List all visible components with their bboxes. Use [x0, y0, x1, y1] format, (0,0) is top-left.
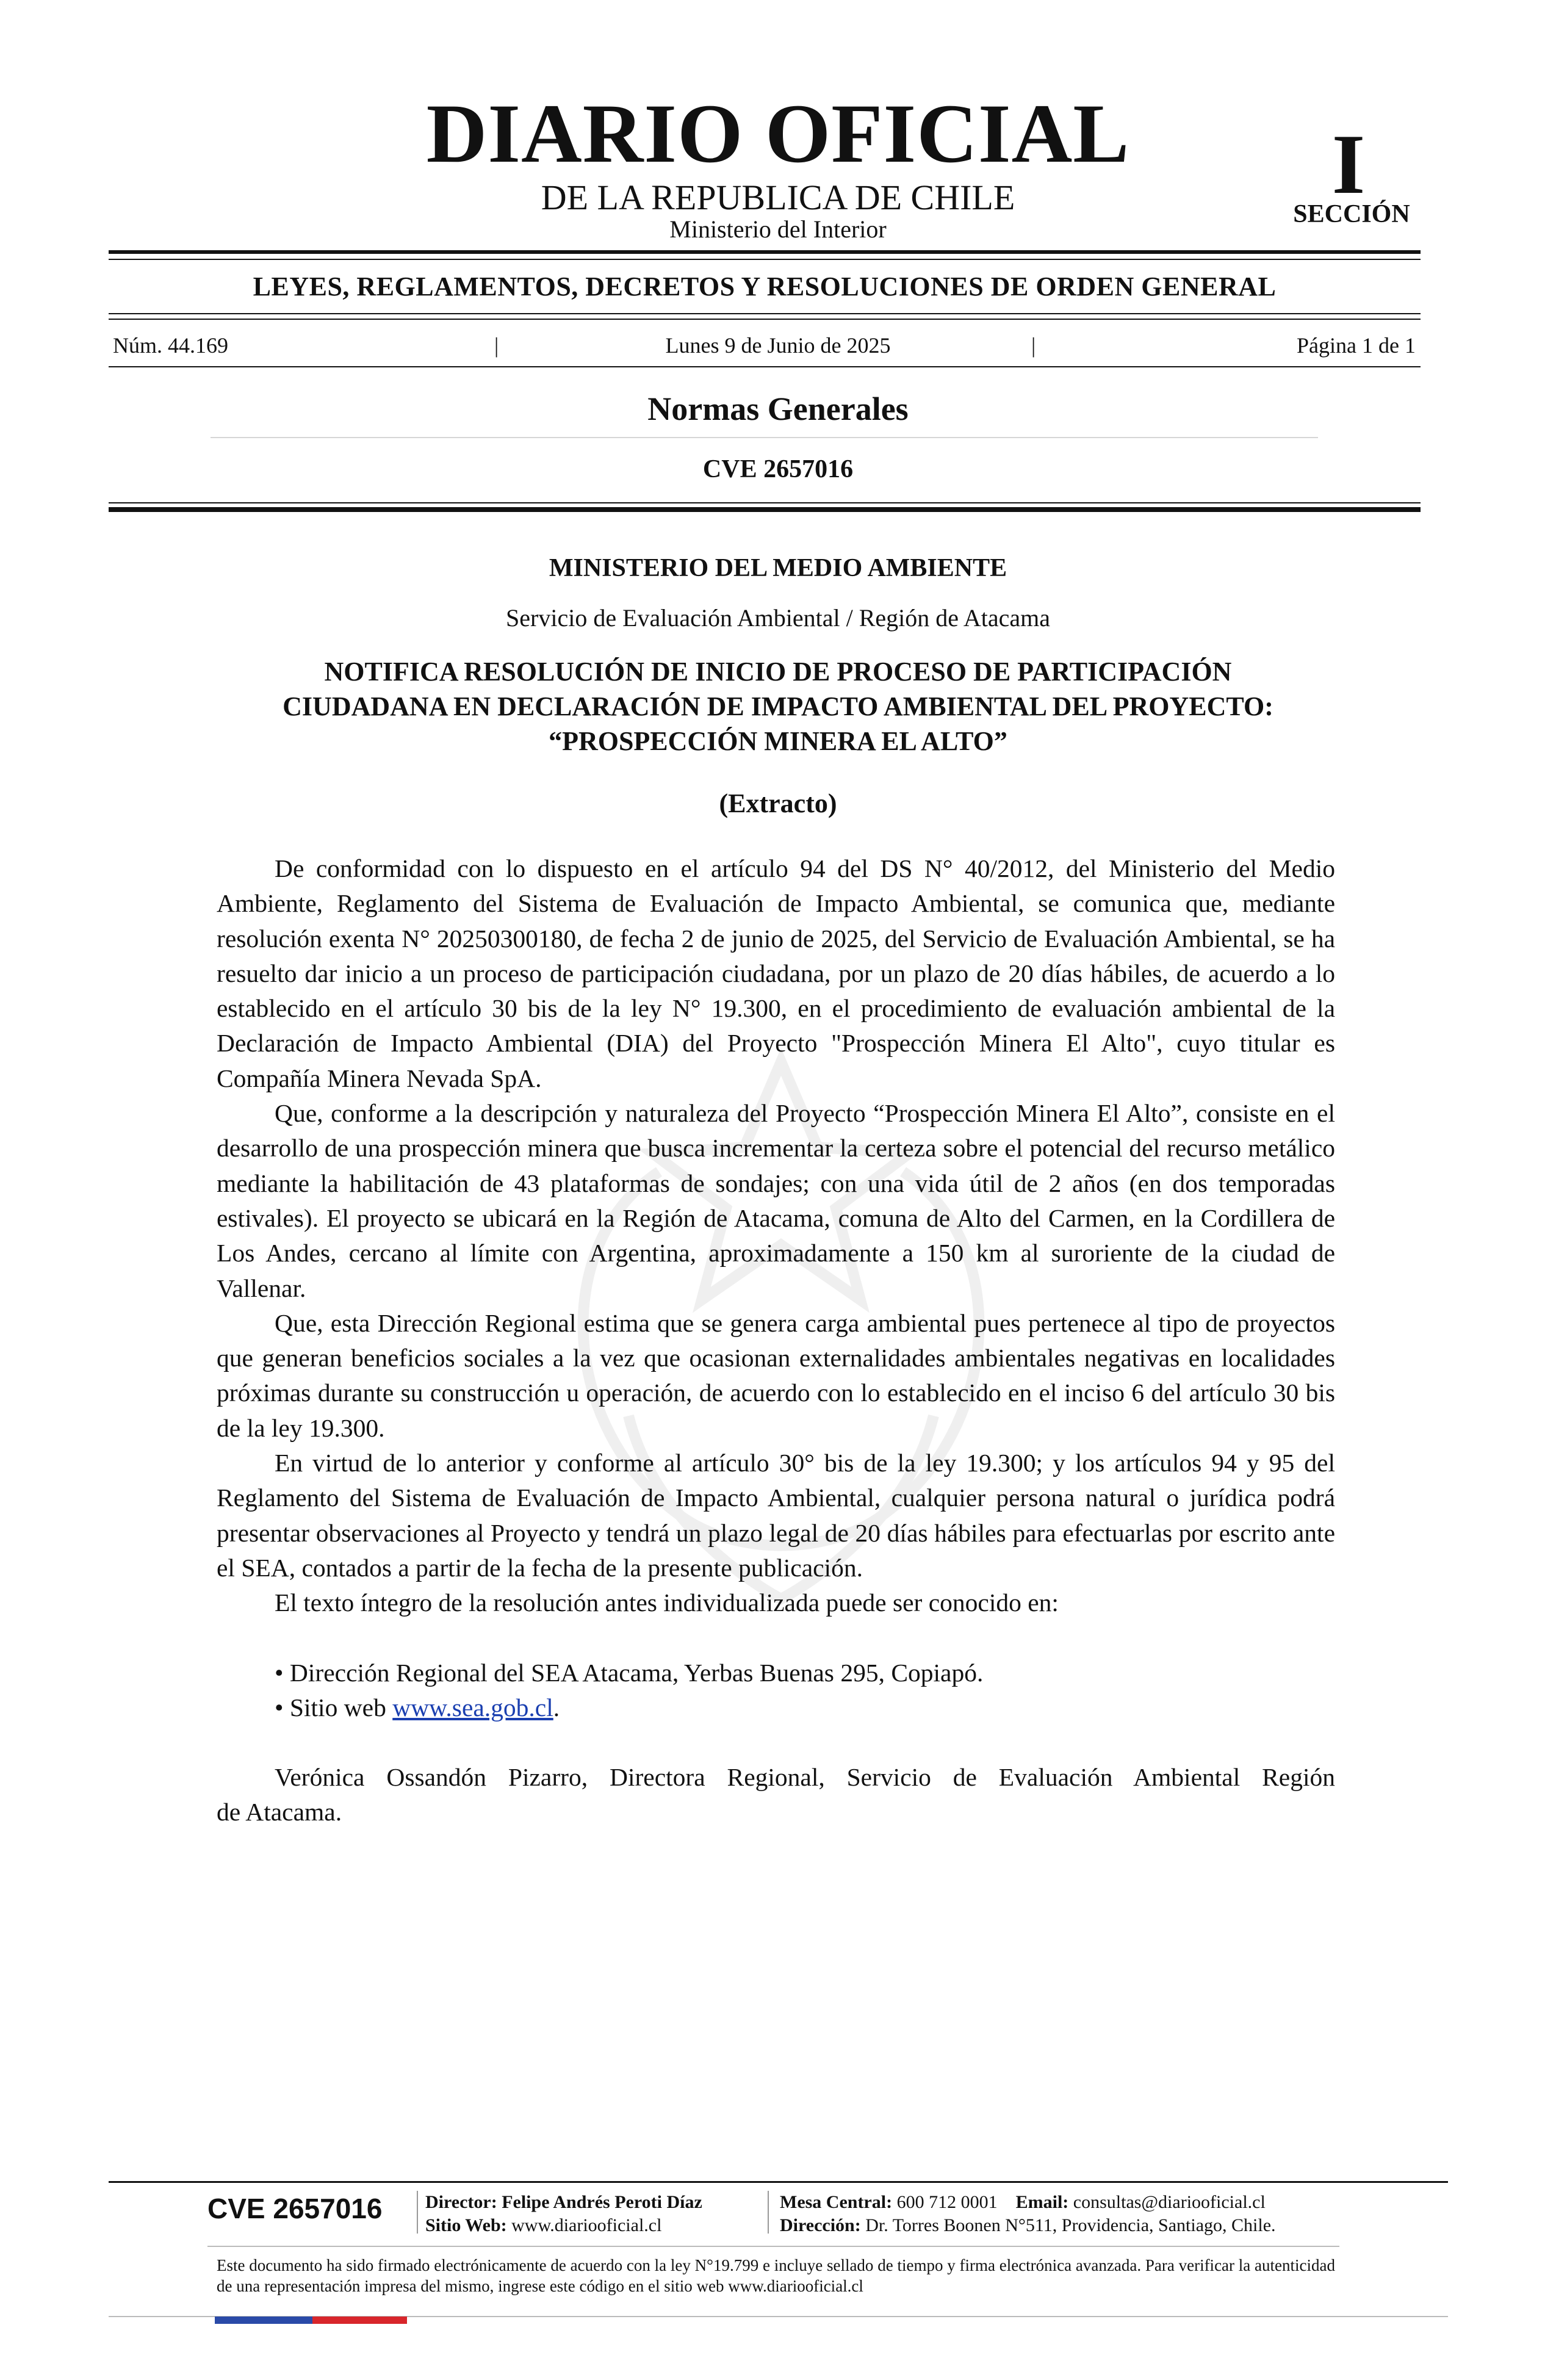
footer-legal-note: Este documento ha sido firmado electrónicamente de acuerdo con la ley N°19.799 e incluye sellado de tiempo y firma electrónica avanzada. Para verificar la autenticidad de una representación impresa del mismo, ingrese este código en el sitio web www.diariooficial.cl [217, 2256, 1335, 2295]
footer-phone-email [780, 2191, 1414, 2214]
header-bottom-rule-thin [109, 502, 1421, 503]
footer-email-label: Email: [1015, 2192, 1069, 2212]
footer-director-label: Director: [425, 2192, 497, 2212]
bullet-item-1: • Dirección Regional del SEA Atacama, Yerbas Buenas 295, Copiapó. [275, 1658, 984, 1687]
footer-top-rule [109, 2181, 1448, 2183]
category-rule-1 [109, 313, 1421, 314]
signature-line-1: Verónica Ossandón Pizarro, Directora Regional, Servicio de Evaluación Ambiental Región [275, 1763, 1335, 1792]
paragraph-3: Que, esta Dirección Regional estima que se genera carga ambiental pues pertenece al tipo de proyectos que generan beneficios sociales a la vez que ocasionan externalidades ambientales negativas en localidades próximas durante su construcción u operación, de acuerdo con lo establecido en el inciso 6 del artículo 30 bis de la ley 19.300. [217, 1308, 1335, 1442]
category-heading: LEYES, REGLAMENTOS, DECRETOS Y RESOLUCIONES DE ORDEN GENERAL [253, 272, 1277, 301]
bullet-item-2-suffix: . [553, 1693, 560, 1722]
meta-rule [109, 366, 1421, 367]
footer-note-rule [207, 2246, 1339, 2247]
paragraph-5: El texto íntegro de la resolución antes individualizada puede ser conocido en: [275, 1588, 1059, 1617]
meta-separator-right: | [1031, 333, 1036, 358]
footer-website-value[interactable]: www.diariooficial.cl [511, 2215, 662, 2235]
extract-label: (Extracto) [719, 788, 837, 818]
footer-director-name: Felipe Andrés Peroti Díaz [502, 2192, 702, 2212]
document-body [217, 851, 1335, 1830]
flag-stripe-blue [215, 2317, 312, 2324]
category-rule-2 [109, 319, 1421, 320]
footer-phone-label: Mesa Central: [780, 2192, 893, 2212]
footer-contact-block [780, 2191, 1414, 2237]
footer-divider-2 [768, 2191, 769, 2234]
meta-separator-left: | [494, 333, 499, 358]
paragraph-1: De conformidad con lo dispuesto en el artículo 94 del DS N° 40/2012, del Ministerio del Medio Ambiente, Reglamento del Sistema de Evaluación de Impacto Ambiental, se comunica que, mediante resolución exenta N° 20250300180, de fecha 2 de junio de 2025, del Servicio de Evaluación Ambiental, se ha resuelto dar inicio a un proceso de participación ciudadana, por un plazo de 20 días hábiles, de acuerdo a lo establecido en el artículo 30 bis de la ley N° 19.300, en el procedimiento de evaluación ambiental de la Declaración de Impacto Ambiental (DIA) del Proyecto "Prospección Minera El Alto", cuyo titular es Compañía Minera Nevada SpA. [217, 854, 1335, 1092]
paragraph-4: En virtud de lo anterior y conforme al artículo 30° bis de la ley 19.300; y los artículos 94 y 95 del Reglamento del Sistema de Evaluación de Impacto Ambiental, cualquier persona natural o jurídica podrá presentar observaciones al Proyecto y tendrá un plazo legal de 20 días hábiles para efectuarlas por escrito ante el SEA, contados a partir de la fecha de la presente publicación. [217, 1449, 1335, 1582]
section-title-rule [211, 437, 1318, 438]
masthead-rule-thick [109, 250, 1421, 254]
issue-date: Lunes 9 de Junio de 2025 [665, 333, 891, 358]
masthead-rule-thin [109, 259, 1421, 260]
service-heading: Servicio de Evaluación Ambiental / Región de Atacama [506, 604, 1050, 632]
footer-website-label: Sitio Web: [425, 2215, 507, 2235]
section-title: Normas Generales [647, 391, 909, 427]
ministry-heading: MINISTERIO DEL MEDIO AMBIENTE [549, 554, 1007, 582]
footer-director [425, 2191, 767, 2214]
header-bottom-rule-thick [109, 507, 1421, 512]
footer-email-value[interactable]: consultas@diariooficial.cl [1073, 2192, 1266, 2212]
notice-title-line-2: CIUDADANA EN DECLARACIÓN DE IMPACTO AMBIENTAL DEL PROYECTO: [283, 691, 1273, 721]
footer-address-label: Dirección: [780, 2215, 861, 2235]
paragraph-2: Que, conforme a la descripción y naturaleza del Proyecto “Prospección Minera El Alto”, consiste en el desarrollo de una prospección minera que busca incrementar la certeza sobre el potencial del recurso metálico mediante la habilitación de 43 plataformas de sondajes; con una vida útil de 2 años (en dos temporadas estivales). El proyecto se ubicará en la Región de Atacama, comuna de Alto del Carmen, en la Cordillera de Los Andes, cercano al límite con Argentina, aproximadamente a 150 km al suroriente de la ciudad de Vallenar. [217, 1099, 1335, 1302]
signature-line-2: de Atacama. [217, 1798, 342, 1826]
notice-title [183, 654, 1373, 759]
bullet-item-2-prefix: • Sitio web [275, 1693, 393, 1722]
bullet-item-2 [217, 1690, 1335, 1725]
footer-website [425, 2214, 767, 2237]
newspaper-title: DIARIO OFICIAL [426, 87, 1130, 180]
newspaper-ministry: Ministerio del Interior [669, 215, 887, 243]
issue-number: Núm. 44.169 [113, 333, 228, 358]
footer-cve-code: CVE 2657016 [207, 2193, 383, 2224]
notice-title-line-3: “PROSPECCIÓN MINERA EL ALTO” [549, 726, 1007, 756]
newspaper-subtitle: DE LA REPUBLICA DE CHILE [541, 178, 1015, 217]
footer-phone-value: 600 712 0001 [896, 2192, 998, 2212]
flag-stripe-red [312, 2317, 407, 2324]
sea-website-link[interactable]: www.sea.gob.cl [392, 1693, 553, 1722]
footer-director-block [425, 2191, 767, 2237]
notice-title-line-1: NOTIFICA RESOLUCIÓN DE INICIO DE PROCESO DE PARTICIPACIÓN [324, 657, 1232, 687]
section-label: SECCIÓN [1293, 200, 1410, 228]
cve-code: CVE 2657016 [702, 455, 854, 483]
section-number: I [1331, 117, 1366, 212]
footer-address-value: Dr. Torres Boonen N°511, Providencia, Santiago, Chile. [865, 2215, 1276, 2235]
page-indicator: Página 1 de 1 [1297, 333, 1416, 358]
footer-address [780, 2214, 1414, 2237]
footer-divider-1 [417, 2191, 418, 2234]
